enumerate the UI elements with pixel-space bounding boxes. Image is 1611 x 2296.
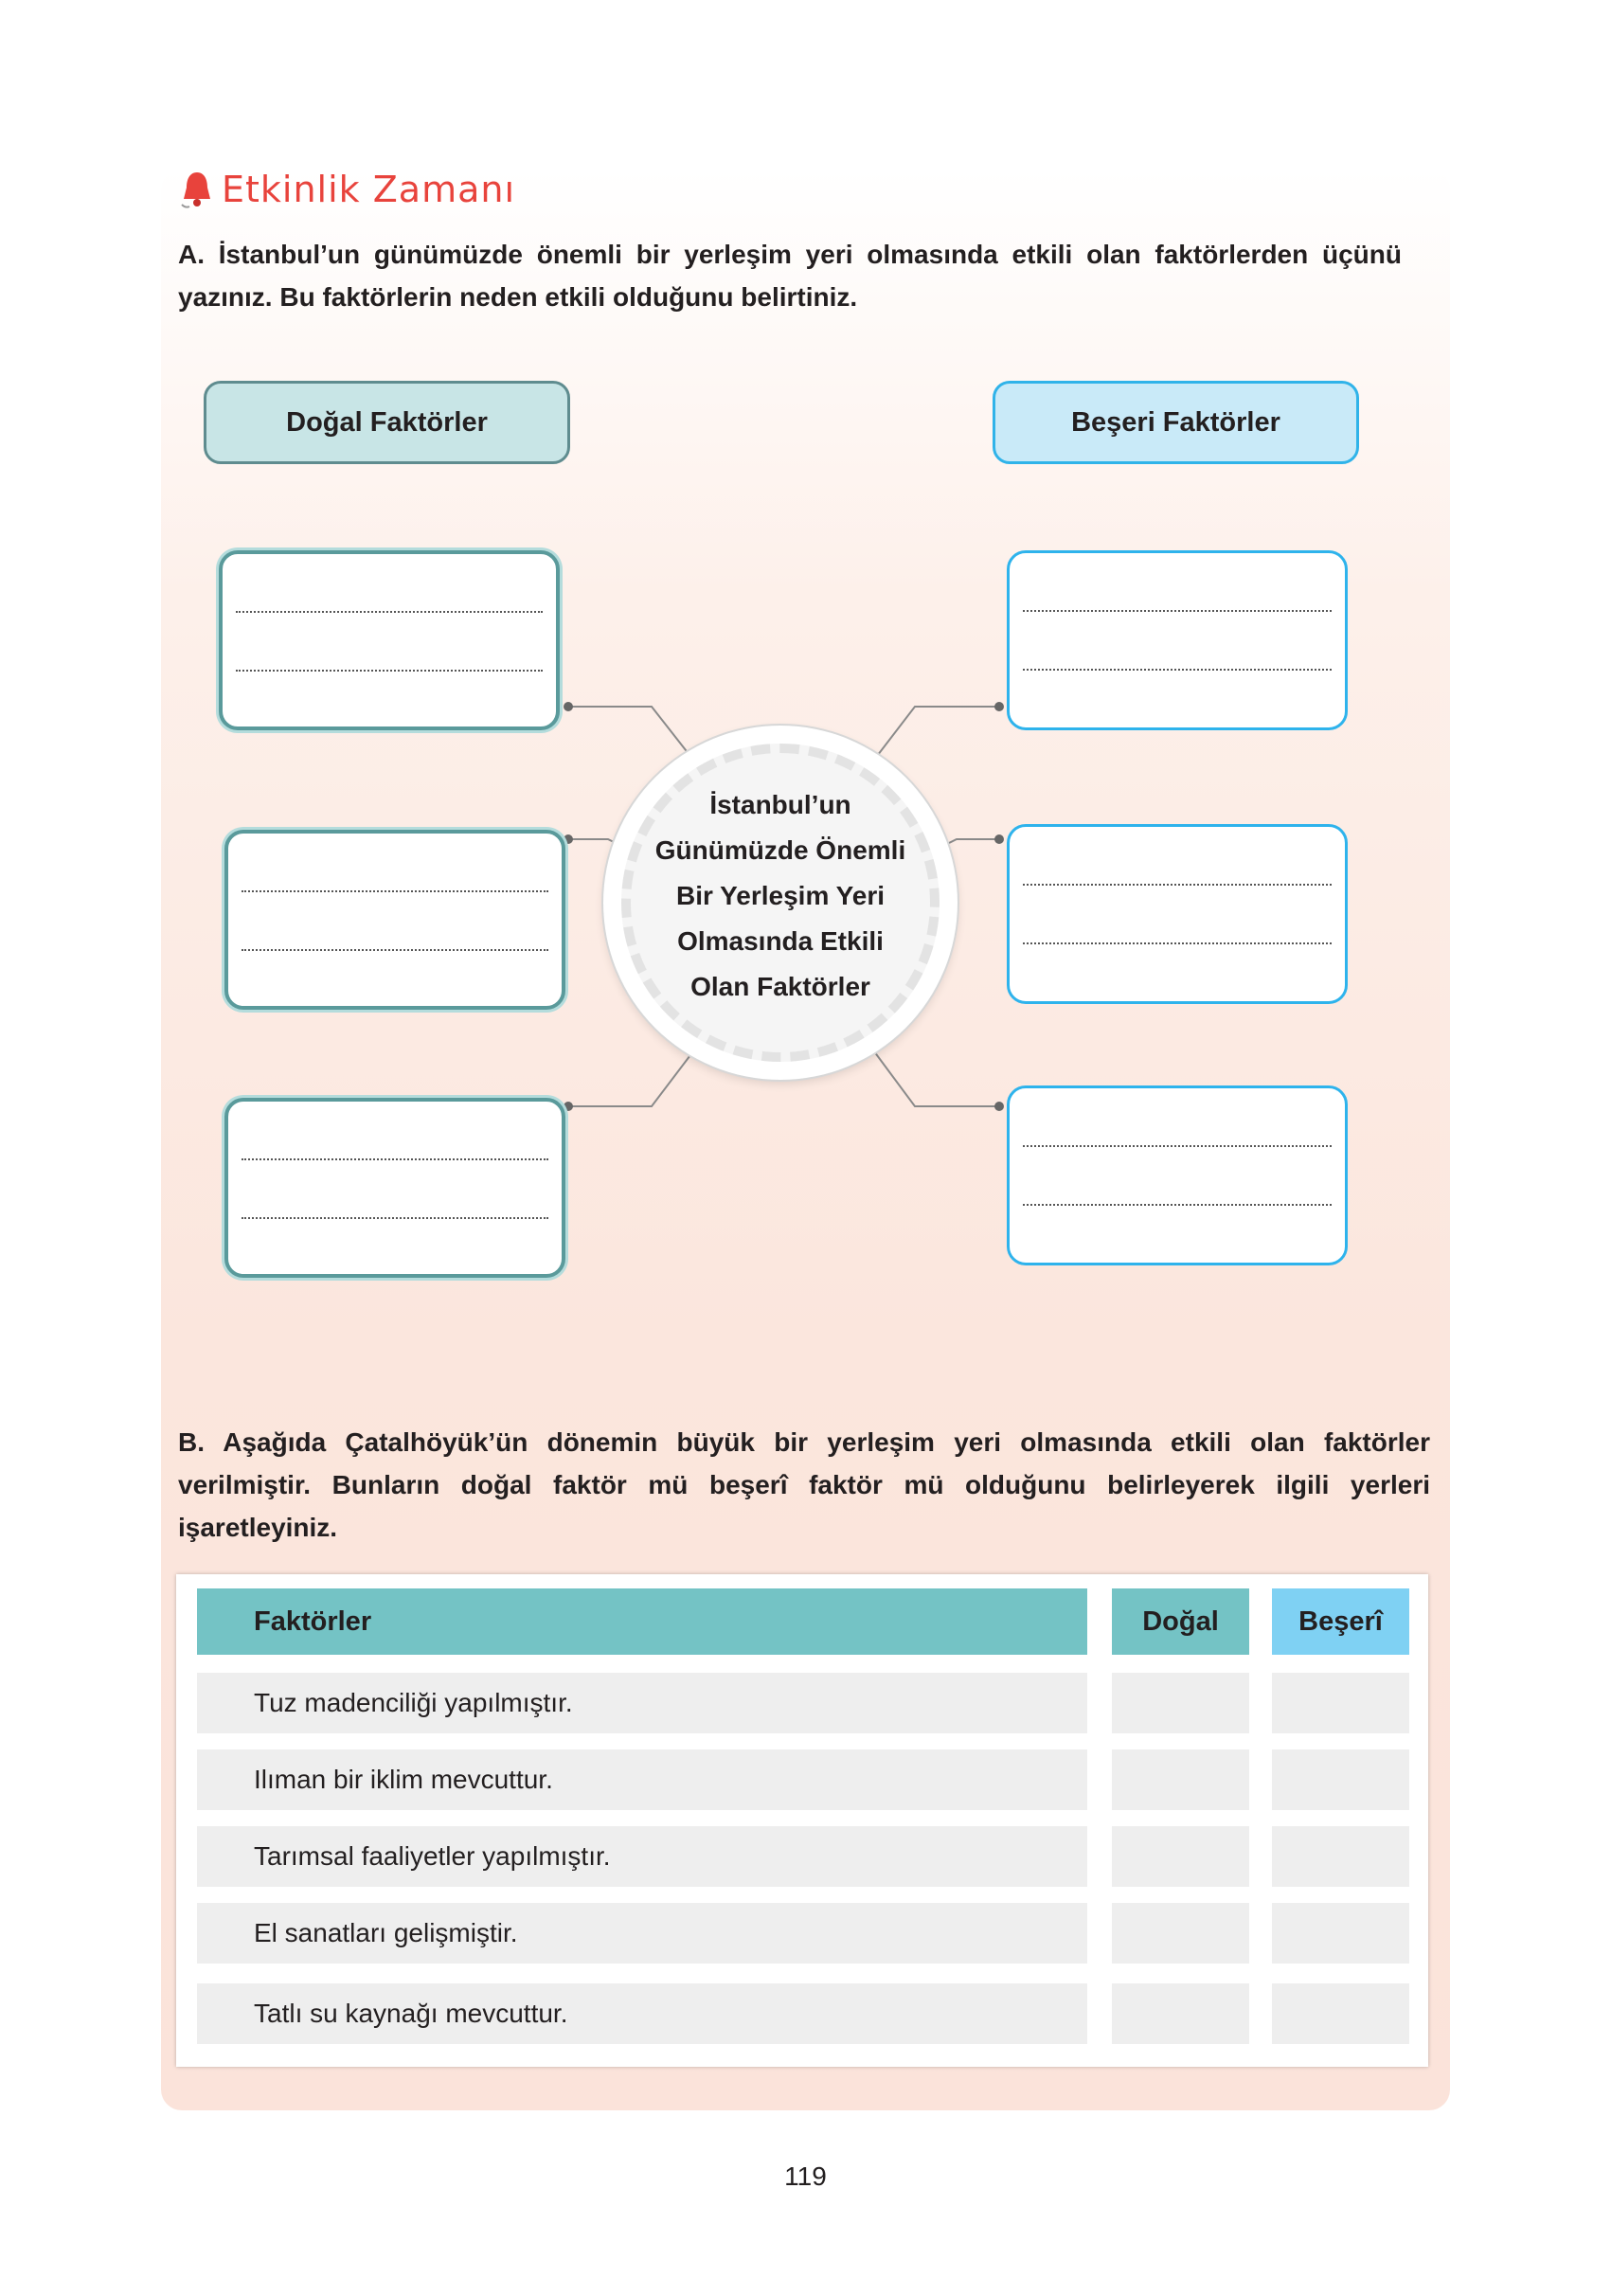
human-answer-box-1[interactable] <box>1007 550 1348 730</box>
center-line: Olmasında Etkili <box>677 926 884 956</box>
human-factors-label: Beşeri Faktörler <box>993 381 1359 464</box>
center-line: Günümüzde Önemli <box>654 835 906 865</box>
answer-line[interactable] <box>236 611 543 613</box>
human-answer-box-2[interactable] <box>1007 824 1348 1004</box>
human-checkbox-cell[interactable] <box>1272 1826 1409 1887</box>
factors-column-header: Faktörler <box>197 1588 1087 1655</box>
table-row-factor: El sanatları gelişmiştir. <box>197 1903 1087 1964</box>
natural-column-header: Doğal <box>1112 1588 1249 1655</box>
human-answer-box-3[interactable] <box>1007 1085 1348 1265</box>
answer-line[interactable] <box>242 1217 548 1219</box>
answer-line[interactable] <box>242 1158 548 1160</box>
answer-line[interactable] <box>1023 1204 1332 1206</box>
center-topic-circle <box>603 726 958 1080</box>
answer-line[interactable] <box>1023 610 1332 612</box>
answer-line[interactable] <box>1023 884 1332 886</box>
natural-checkbox-cell[interactable] <box>1112 1826 1249 1887</box>
answer-line[interactable] <box>1023 1145 1332 1147</box>
question-b: B. Aşağıda Çatalhöyük’ün dönemin büyük bir yerleşim yeri olmasında etkili olan faktörler verilmiştir. Bunların doğal faktör mü beşerî faktör mü olduğunu belirleyerek ilgili yerleri işaretleyiniz. <box>178 1427 1430 1542</box>
natural-checkbox-cell[interactable] <box>1112 1749 1249 1810</box>
center-line: Olan Faktörler <box>690 972 870 1001</box>
factors-table <box>176 1574 1428 2067</box>
table-row-factor: Ilıman bir iklim mevcuttur. <box>197 1749 1087 1810</box>
natural-factors-label: Doğal Faktörler <box>204 381 570 464</box>
center-line: Bir Yerleşim Yeri <box>675 881 886 910</box>
natural-checkbox-cell[interactable] <box>1112 1903 1249 1964</box>
answer-line[interactable] <box>242 890 548 892</box>
question-a: A. İstanbul’un günümüzde önemli bir yerleşim yeri olmasında etkili olan faktörlerden üçünü yazınız. Bu faktörlerin neden etkili olduğunu belirtiniz. <box>178 240 1402 312</box>
answer-line[interactable] <box>1023 669 1332 671</box>
human-checkbox-cell[interactable] <box>1272 1983 1409 2044</box>
answer-line[interactable] <box>1023 942 1332 944</box>
human-checkbox-cell[interactable] <box>1272 1673 1409 1733</box>
human-column-header: Beşerî <box>1272 1588 1409 1655</box>
natural-answer-box-2[interactable] <box>224 830 565 1010</box>
connector-left-3 <box>568 1048 696 1106</box>
table-row-factor: Tarımsal faaliyetler yapılmıştır. <box>197 1826 1087 1887</box>
answer-line[interactable] <box>236 670 543 672</box>
human-checkbox-cell[interactable] <box>1272 1903 1409 1964</box>
connector-right-1 <box>871 707 999 763</box>
natural-checkbox-cell[interactable] <box>1112 1983 1249 2044</box>
natural-answer-box-1[interactable] <box>219 550 560 730</box>
table-row-factor: Tatlı su kaynağı mevcuttur. <box>197 1983 1087 2044</box>
connector-right-3 <box>871 1048 999 1106</box>
page-number: 119 <box>784 2161 827 2191</box>
answer-line[interactable] <box>242 949 548 951</box>
table-row-factor: Tuz madenciliği yapılmıştır. <box>197 1673 1087 1733</box>
center-line: İstanbul’un <box>709 790 851 819</box>
connector-left-1 <box>568 707 696 763</box>
natural-answer-box-3[interactable] <box>224 1098 565 1278</box>
activity-title: Etkinlik Zamanı <box>222 169 516 210</box>
center-topic-text <box>603 782 958 1010</box>
natural-checkbox-cell[interactable] <box>1112 1673 1249 1733</box>
human-checkbox-cell[interactable] <box>1272 1749 1409 1810</box>
